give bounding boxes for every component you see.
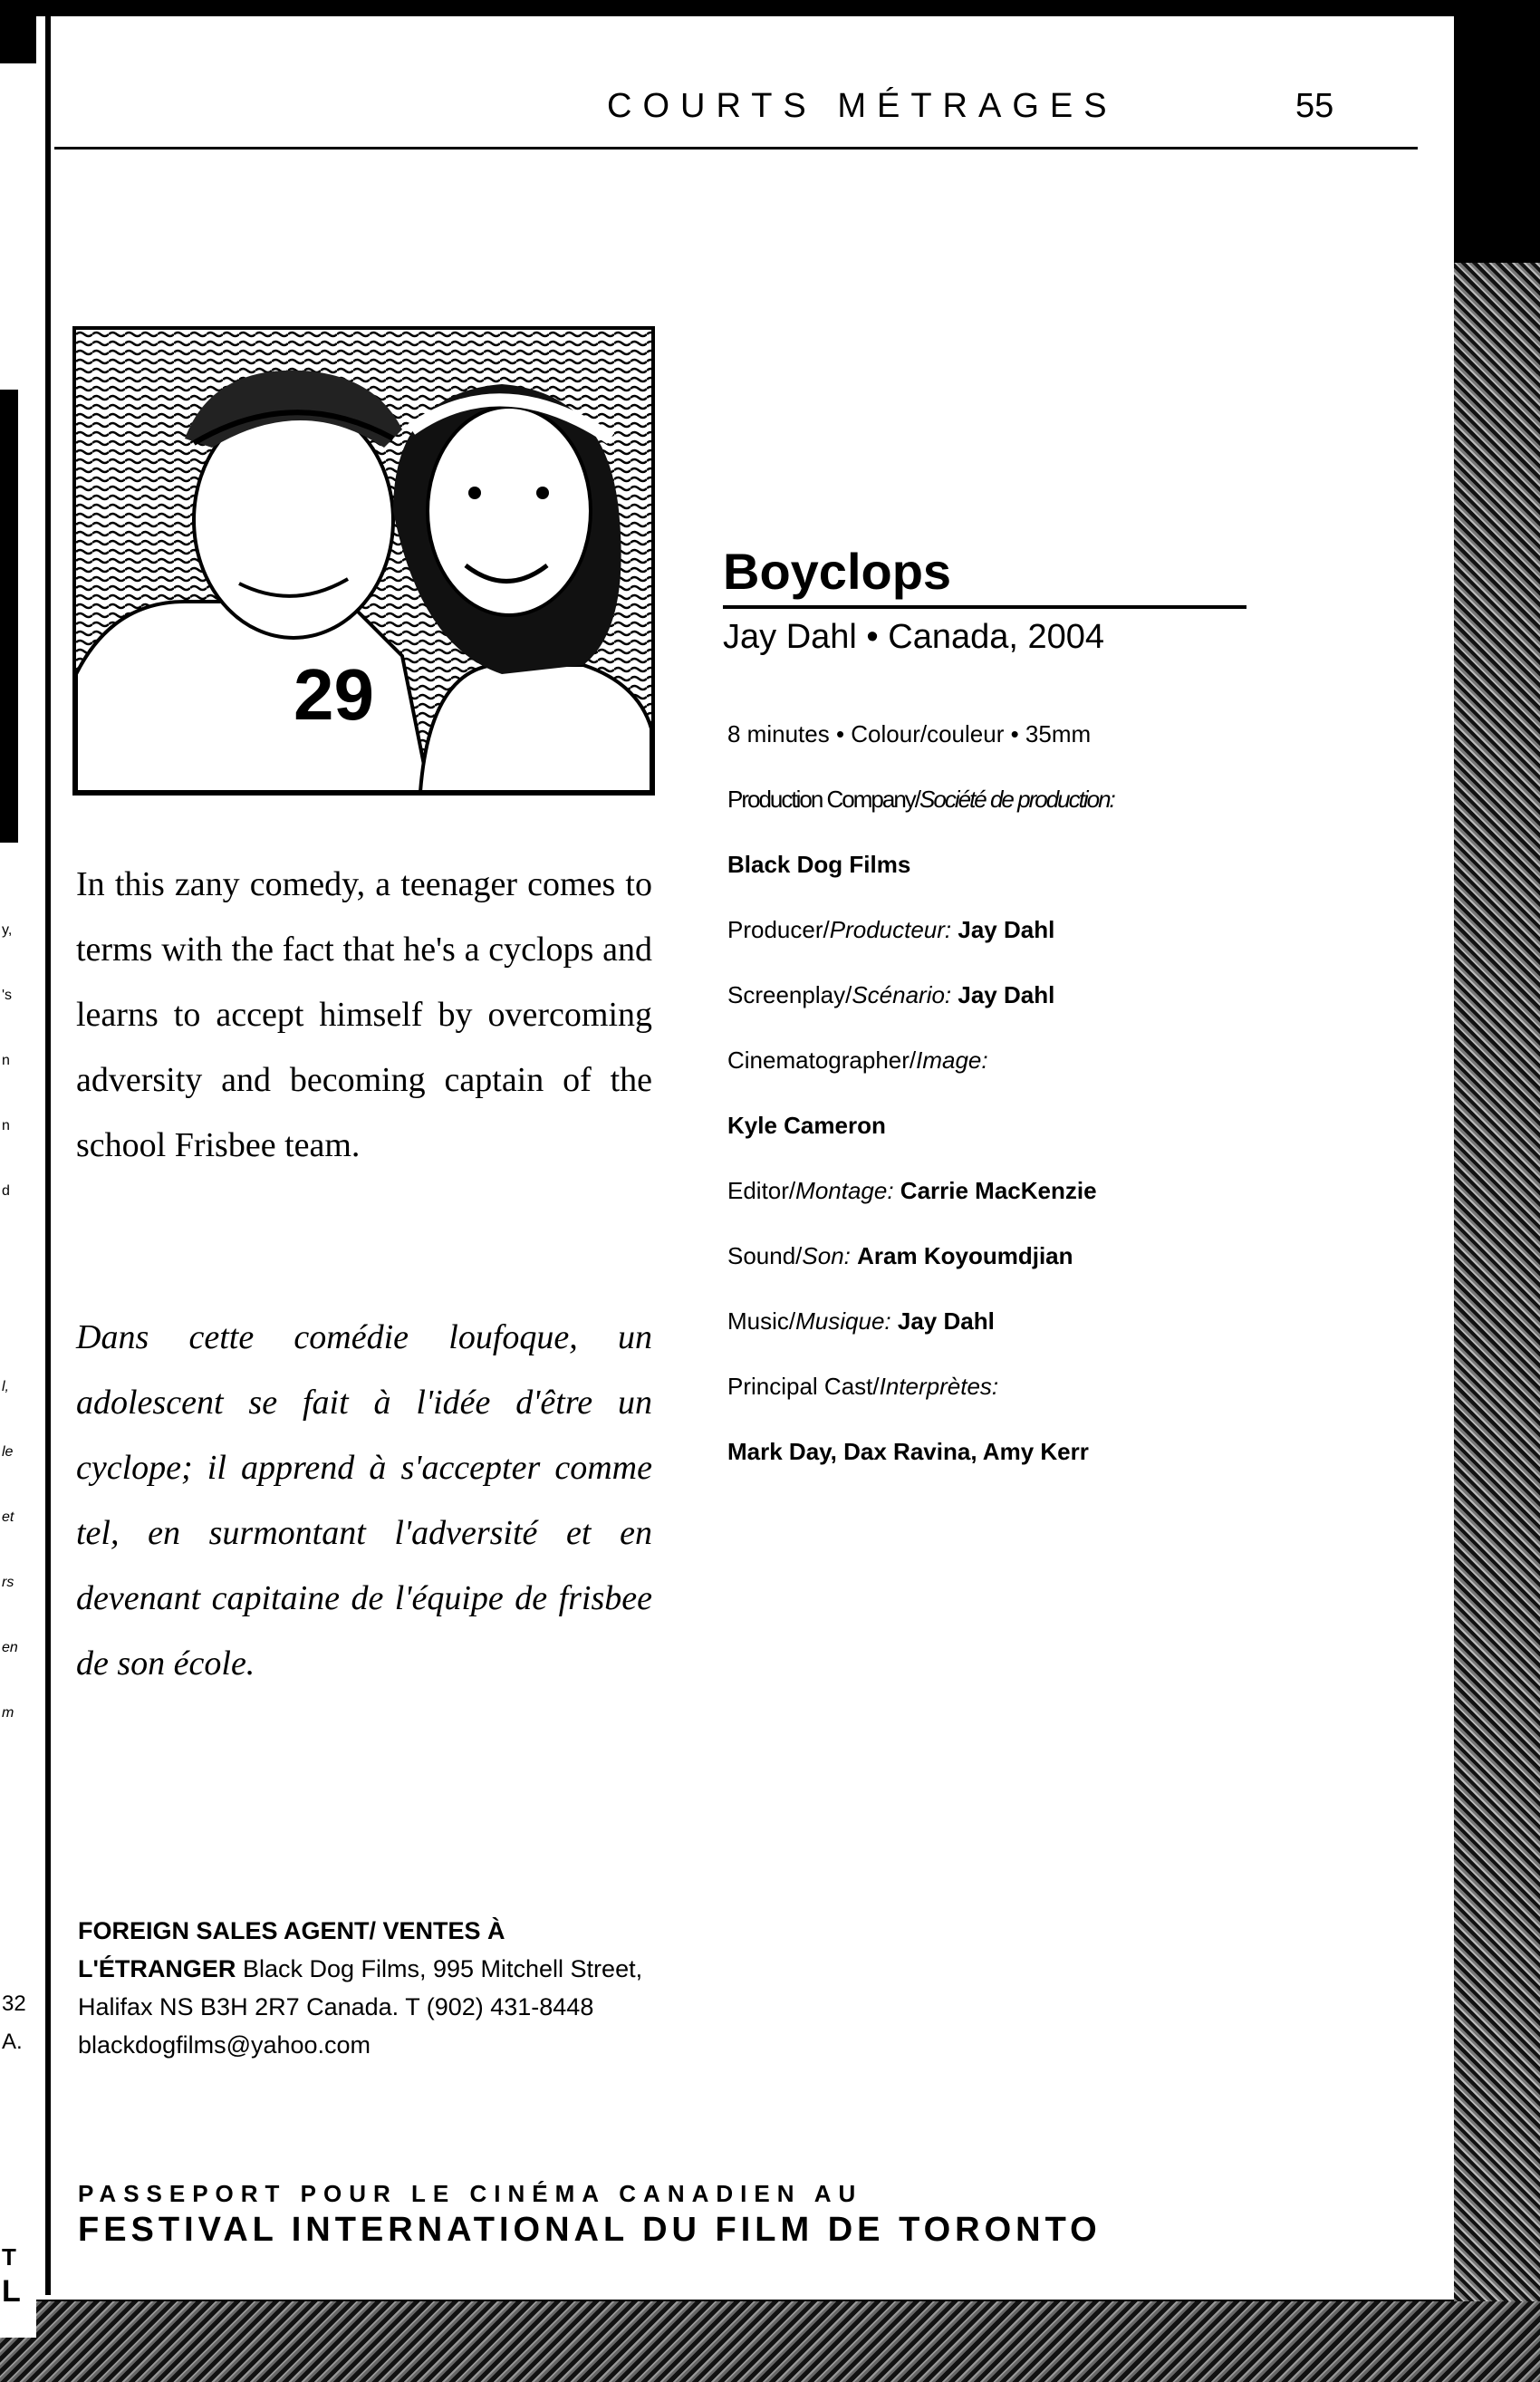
sound-label-fr: Son: [802,1242,851,1269]
cast-names: Mark Day, Dax Ravina, Amy Kerr [727,1438,1089,1465]
screenplay-value: Jay Dahl [958,981,1055,1008]
cast-label-en: Principal Cast/ [727,1373,880,1400]
film-title: Boyclops [723,543,952,600]
music-label-fr: Musique: [795,1307,891,1335]
music-value: Jay Dahl [897,1307,995,1335]
prev-page-fragment: y, [2,922,13,938]
prev-page-fragment: d [2,1183,10,1199]
production-company-label [727,786,1114,814]
prev-page-fragment: l, [2,1379,9,1394]
footer-festival-line: FESTIVAL INTERNATIONAL DU FILM DE TORONTO [78,2211,1102,2249]
synopsis-french: Dans cette comédie loufoque, un adolescent se fait à l'idée d'être un cyclope; il apprend à s'accepter comme tel, en surmontant l'adversité et en devenant capitaine de l'équipe de frisbee de son école. [76,1318,652,1683]
screenplay-label-fr: Scénario: [852,981,952,1008]
prev-page-fragment: et [2,1509,14,1525]
prev-page-fragment: en [2,1640,18,1655]
sales-agent-label: FOREIGN SALES AGENT/ VENTES À L'ÉTRANGER [78,1917,505,1982]
producer-label-fr: Producteur: [829,916,952,943]
sound-label-en: Sound/ [727,1242,803,1269]
film-still-photo [72,326,655,796]
title-rule [723,605,1246,609]
production-company-value [727,851,910,879]
editor-label-fr: Montage: [795,1177,894,1204]
section-title: COURTS MÉTRAGES [607,87,1118,125]
production-label-en: Production Company/ [727,786,920,813]
footer-passport-line: PASSEPORT POUR LE CINÉMA CANADIEN AU [78,2180,863,2207]
editor-credit [727,1177,1097,1205]
book-edge-right [1454,263,1540,2382]
prev-page-fragment: L [2,2274,21,2309]
prev-page-fragment: le [2,1444,14,1460]
sound-value: Aram Koyoumdjian [857,1242,1073,1269]
cast-label [727,1373,998,1401]
book-edge-bottom [0,2301,1540,2382]
producer-credit [727,916,1054,944]
editor-label-en: Editor/ [727,1177,796,1204]
cinematographer-name: Kyle Cameron [727,1112,886,1139]
cinematographer-label-en: Cinematographer/ [727,1046,917,1074]
prev-page-fragment: n [2,1053,10,1068]
production-value: Black Dog Films [727,851,911,878]
prev-page-fragment: A. [2,2030,23,2054]
cast-label-fr: Interprètes: [879,1373,999,1400]
header-rule [54,147,1418,149]
previous-page-image-edge [0,390,18,843]
screenplay-label-en: Screenplay/ [727,981,852,1008]
music-label-en: Music/ [727,1307,796,1335]
director-country-year: Jay Dahl • Canada, 2004 [723,618,1105,656]
prev-page-fragment: n [2,1118,10,1133]
jersey-number: 29 [294,654,374,735]
prev-page-fragment: rs [2,1575,14,1590]
previous-page-strip [0,63,36,2338]
spine-rule [45,16,51,2295]
prev-page-fragment: 's [2,988,13,1003]
synopsis-english: In this zany comedy, a teenager comes to terms with the fact that he's a cyclops and learns to accept himself by overcoming adversity and becoming captain of the school Frisbee team. [76,865,652,1164]
prev-page-fragment: T [2,2243,16,2271]
producer-value: Jay Dahl [958,916,1055,943]
editor-value: Carrie MacKenzie [900,1177,1097,1204]
producer-label-en: Producer/ [727,916,830,943]
music-credit [727,1307,995,1336]
cast-value [727,1438,1089,1466]
sound-credit [727,1242,1073,1270]
page-number: 55 [1295,87,1334,125]
prev-page-fragment: 32 [2,1991,26,2016]
sales-agent-block [78,1912,667,2064]
production-label-fr: Société de production: [919,786,1114,813]
cinematographer-label [727,1046,988,1075]
film-still-image [76,330,651,792]
screenplay-credit [727,981,1054,1009]
cinematographer-label-fr: Image: [916,1046,988,1074]
sales-agent-details: Black Dog Films, 995 Mitchell Street, Halifax NS B3H 2R7 Canada. T (902) 431-8448 blackdogfilms@yahoo.com [78,1955,643,2059]
cinematographer-value [727,1112,886,1140]
prev-page-fragment: m [2,1705,14,1721]
format-line: 8 minutes • Colour/couleur • 35mm [727,720,1092,747]
